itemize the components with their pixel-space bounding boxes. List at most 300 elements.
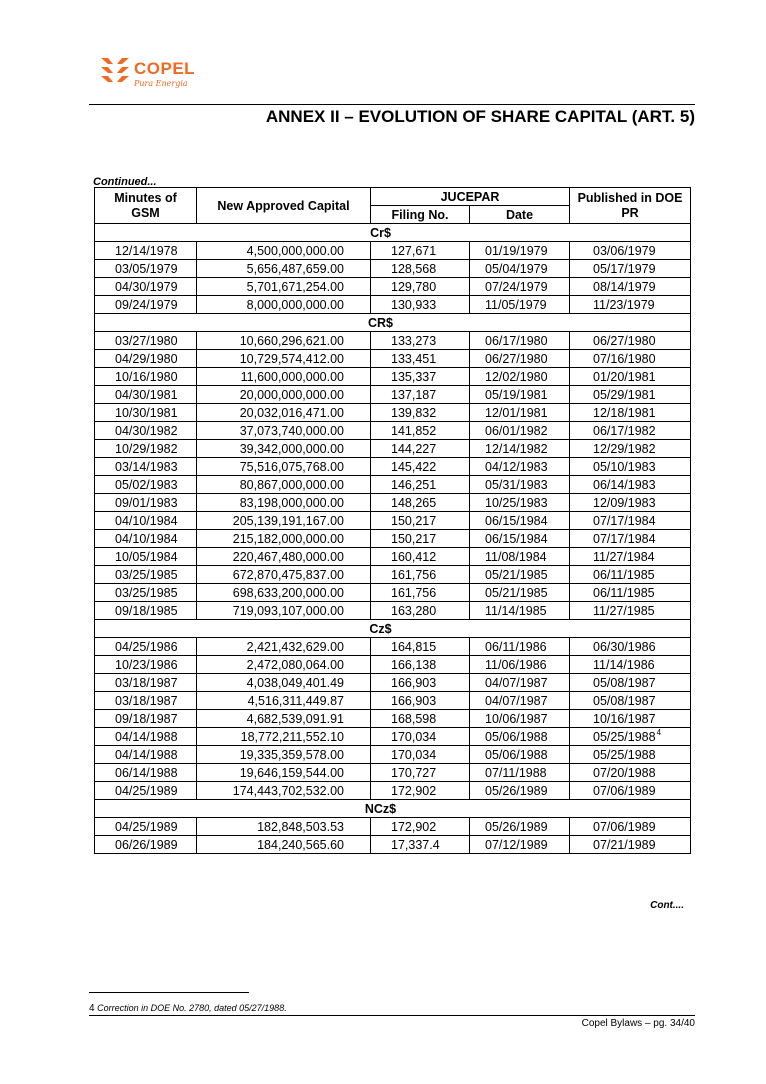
published-cell-text: 06/14/1983 <box>593 477 656 492</box>
filing-cell-text: 161,756 <box>391 585 437 600</box>
published-cell <box>570 710 691 728</box>
date-cell-text: 06/17/1980 <box>485 333 548 348</box>
minutes-cell-text: 04/30/1981 <box>115 387 178 402</box>
published-cell <box>570 494 691 512</box>
published-cell <box>570 458 691 476</box>
date-cell-text: 11/08/1984 <box>485 549 547 564</box>
date-cell-text: 05/21/1985 <box>485 567 548 582</box>
capital-cell-text: 20,032,016,471.00 <box>239 405 344 420</box>
minutes-cell <box>95 818 197 836</box>
capital-cell-text: 37,073,740,000.00 <box>239 423 344 438</box>
published-cell <box>570 278 691 296</box>
copel-logo <box>100 55 210 95</box>
currency-row <box>95 800 691 818</box>
published-cell-text: 07/06/1989 <box>593 819 656 834</box>
capital-cell <box>197 278 371 296</box>
minutes-cell <box>95 296 197 314</box>
date-cell-text: 07/12/1989 <box>485 837 548 852</box>
date-cell-text: 04/12/1983 <box>485 459 548 474</box>
header-filing: Filing No. <box>371 206 470 224</box>
filing-cell <box>371 458 470 476</box>
minutes-cell <box>95 278 197 296</box>
date-cell-text: 10/06/1987 <box>485 711 548 726</box>
published-cell <box>570 512 691 530</box>
filing-cell-text: 137,187 <box>391 387 437 402</box>
header-published: Published in DOE PR <box>570 188 691 224</box>
filing-cell <box>371 602 470 620</box>
table-row <box>95 746 691 764</box>
date-cell <box>470 350 570 368</box>
published-cell <box>570 404 691 422</box>
date-cell-text: 05/31/1983 <box>485 477 548 492</box>
minutes-cell <box>95 584 197 602</box>
filing-cell-text: 166,903 <box>391 693 437 708</box>
filing-cell-text: 166,903 <box>391 675 437 690</box>
currency-label: Cz$ <box>369 621 392 636</box>
continued-label: Continued... <box>93 176 157 188</box>
table-row <box>95 836 691 854</box>
date-cell-text: 12/14/1982 <box>485 441 548 456</box>
date-cell <box>470 458 570 476</box>
capital-cell-text: 719,093,107,000.00 <box>232 603 344 618</box>
table-row <box>95 728 691 746</box>
capital-cell-text: 698,633,200,000.00 <box>232 585 344 600</box>
published-cell-text: 11/23/1979 <box>593 297 655 312</box>
capital-cell <box>197 692 371 710</box>
minutes-cell <box>95 566 197 584</box>
capital-cell <box>197 494 371 512</box>
table-row <box>95 710 691 728</box>
filing-cell-text: 163,280 <box>391 603 437 618</box>
currency-cell <box>95 224 691 242</box>
table-row <box>95 692 691 710</box>
filing-cell <box>371 530 470 548</box>
page-title: ANNEX II – EVOLUTION OF SHARE CAPITAL (ART. 5) <box>265 107 695 126</box>
date-cell <box>470 530 570 548</box>
published-cell <box>570 548 691 566</box>
filing-cell <box>371 512 470 530</box>
capital-cell <box>197 602 371 620</box>
table-row <box>95 602 691 620</box>
minutes-cell-text: 10/05/1984 <box>115 549 178 564</box>
published-cell-text: 12/18/1981 <box>593 405 656 420</box>
date-cell-text: 12/01/1981 <box>485 405 548 420</box>
date-cell <box>470 296 570 314</box>
published-cell-text: 05/10/1983 <box>593 459 656 474</box>
minutes-cell <box>95 746 197 764</box>
date-cell <box>470 710 570 728</box>
minutes-cell <box>95 728 197 746</box>
share-capital-table <box>94 187 691 854</box>
published-cell-text: 11/27/1984 <box>593 549 655 564</box>
date-cell <box>470 332 570 350</box>
published-cell <box>570 386 691 404</box>
filing-cell <box>371 656 470 674</box>
currency-label: CR$ <box>367 315 393 330</box>
published-cell-text: 07/17/1984 <box>593 531 656 546</box>
header-date: Date <box>470 206 570 224</box>
filing-cell <box>371 782 470 800</box>
published-cell <box>570 674 691 692</box>
filing-cell-text: 172,902 <box>391 783 437 798</box>
capital-cell-text: 5,656,487,659.00 <box>246 261 344 276</box>
filing-cell-text: 145,422 <box>391 459 437 474</box>
published-cell-text: 07/20/1988 <box>593 765 656 780</box>
minutes-cell <box>95 350 197 368</box>
minutes-cell-text: 04/30/1982 <box>115 423 178 438</box>
table-row <box>95 368 691 386</box>
date-cell <box>470 764 570 782</box>
minutes-cell-text: 04/10/1984 <box>115 531 178 546</box>
date-cell-text: 05/26/1989 <box>485 783 548 798</box>
footnote-text: Correction in DOE No. 2780, dated 05/27/1988. <box>97 1003 287 1013</box>
published-cell <box>570 440 691 458</box>
published-cell <box>570 368 691 386</box>
published-cell-text: 05/29/1981 <box>593 387 656 402</box>
minutes-cell-text: 10/16/1980 <box>115 369 178 384</box>
date-cell <box>470 836 570 854</box>
minutes-cell-text: 03/27/1980 <box>115 333 178 348</box>
published-cell-text: 10/16/1987 <box>593 711 656 726</box>
date-cell <box>470 818 570 836</box>
filing-cell-text: 161,756 <box>391 567 437 582</box>
capital-cell-text: 174,443,702,532.00 <box>232 783 344 798</box>
published-cell <box>570 818 691 836</box>
date-cell-text: 11/14/1985 <box>485 603 547 618</box>
minutes-cell-text: 03/14/1983 <box>115 459 178 474</box>
minutes-cell-text: 06/14/1988 <box>115 765 178 780</box>
minutes-cell-text: 10/23/1986 <box>115 657 178 672</box>
published-cell <box>570 656 691 674</box>
date-cell <box>470 278 570 296</box>
date-cell-text: 05/21/1985 <box>485 585 548 600</box>
minutes-cell <box>95 692 197 710</box>
filing-cell-text: 150,217 <box>391 531 437 546</box>
published-cell <box>570 638 691 656</box>
capital-cell <box>197 710 371 728</box>
capital-cell <box>197 296 371 314</box>
capital-cell-text: 2,472,080,064.00 <box>246 657 344 672</box>
date-cell <box>470 242 570 260</box>
date-cell-text: 06/15/1984 <box>485 531 548 546</box>
capital-cell <box>197 458 371 476</box>
minutes-cell <box>95 404 197 422</box>
header-rule <box>89 104 695 105</box>
minutes-cell-text: 09/18/1985 <box>115 603 178 618</box>
published-cell-text: 03/06/1979 <box>593 243 656 258</box>
date-cell <box>470 422 570 440</box>
footnote-rule <box>89 992 249 993</box>
published-cell-text: 07/16/1980 <box>593 351 656 366</box>
capital-cell <box>197 386 371 404</box>
date-cell <box>470 746 570 764</box>
filing-cell-text: 128,568 <box>391 261 437 276</box>
date-cell <box>470 368 570 386</box>
filing-cell <box>371 638 470 656</box>
minutes-cell-text: 04/25/1989 <box>115 783 178 798</box>
table-row <box>95 296 691 314</box>
filing-cell <box>371 260 470 278</box>
published-cell <box>570 764 691 782</box>
capital-cell <box>197 476 371 494</box>
minutes-cell-text: 03/25/1985 <box>115 585 178 600</box>
capital-cell-text: 19,646,159,544.00 <box>239 765 344 780</box>
minutes-cell <box>95 332 197 350</box>
capital-cell <box>197 728 371 746</box>
date-cell <box>470 602 570 620</box>
table-row <box>95 278 691 296</box>
capital-cell-text: 184,240,565.60 <box>257 837 344 852</box>
filing-cell-text: 168,598 <box>391 711 437 726</box>
date-cell <box>470 782 570 800</box>
capital-cell-text: 5,701,671,254.00 <box>246 279 344 294</box>
published-cell <box>570 782 691 800</box>
filing-cell-text: 146,251 <box>391 477 437 492</box>
table-row <box>95 548 691 566</box>
filing-cell-text: 150,217 <box>391 513 437 528</box>
published-cell-text: 12/09/1983 <box>593 495 656 510</box>
header-jucepar: JUCEPAR <box>371 188 570 206</box>
minutes-cell <box>95 602 197 620</box>
table-row <box>95 260 691 278</box>
filing-cell <box>371 386 470 404</box>
capital-cell <box>197 764 371 782</box>
table-row <box>95 242 691 260</box>
capital-cell <box>197 656 371 674</box>
capital-cell <box>197 674 371 692</box>
filing-cell <box>371 746 470 764</box>
published-cell <box>570 728 691 746</box>
filing-cell <box>371 476 470 494</box>
minutes-cell-text: 06/26/1989 <box>115 837 178 852</box>
minutes-cell <box>95 548 197 566</box>
capital-cell <box>197 332 371 350</box>
date-cell-text: 12/02/1980 <box>485 369 548 384</box>
capital-cell-text: 10,729,574,412.00 <box>239 351 344 366</box>
capital-cell-text: 4,682,539,091.91 <box>246 711 344 726</box>
table-row <box>95 332 691 350</box>
minutes-cell <box>95 782 197 800</box>
capital-cell-text: 39,342,000,000.00 <box>239 441 344 456</box>
table-row <box>95 494 691 512</box>
date-cell-text: 06/11/1986 <box>485 639 547 654</box>
published-cell <box>570 332 691 350</box>
minutes-cell-text: 10/30/1981 <box>115 405 178 420</box>
date-cell-text: 01/19/1979 <box>485 243 548 258</box>
date-cell-text: 04/07/1987 <box>485 693 548 708</box>
published-cell <box>570 530 691 548</box>
capital-cell <box>197 260 371 278</box>
filing-cell-text: 144,227 <box>391 441 437 456</box>
table-row <box>95 584 691 602</box>
filing-cell <box>371 332 470 350</box>
filing-cell <box>371 710 470 728</box>
date-cell-text: 05/04/1979 <box>485 261 548 276</box>
table-row <box>95 566 691 584</box>
published-cell <box>570 566 691 584</box>
capital-cell-text: 75,516,075,768.00 <box>239 459 344 474</box>
capital-cell-text: 182,848,503.53 <box>257 819 344 834</box>
filing-cell <box>371 494 470 512</box>
filing-cell <box>371 548 470 566</box>
table-row <box>95 404 691 422</box>
date-cell-text: 11/06/1986 <box>485 657 547 672</box>
capital-cell-text: 220,467,480,000.00 <box>232 549 344 564</box>
copel-logo-icon <box>100 55 130 85</box>
capital-cell-text: 20,000,000,000.00 <box>239 387 344 402</box>
published-cell-text: 07/06/1989 <box>593 783 656 798</box>
filing-cell <box>371 242 470 260</box>
filing-cell-text: 133,451 <box>391 351 437 366</box>
minutes-cell <box>95 458 197 476</box>
capital-cell-text: 80,867,000,000.00 <box>239 477 344 492</box>
filing-cell-text: 139,832 <box>391 405 437 420</box>
date-cell-text: 06/01/1982 <box>485 423 548 438</box>
capital-cell <box>197 566 371 584</box>
filing-cell-text: 170,727 <box>391 765 437 780</box>
table-row <box>95 764 691 782</box>
minutes-cell-text: 03/05/1979 <box>115 261 178 276</box>
published-cell <box>570 836 691 854</box>
currency-cell <box>95 314 691 332</box>
minutes-cell-text: 04/25/1986 <box>115 639 178 654</box>
capital-cell-text: 11,600,000,000.00 <box>240 369 344 384</box>
published-cell-text: 06/27/1980 <box>593 333 656 348</box>
date-cell <box>470 260 570 278</box>
filing-cell-text: 170,034 <box>391 729 437 744</box>
table-row <box>95 656 691 674</box>
filing-cell <box>371 404 470 422</box>
published-cell-text: 06/30/1986 <box>593 639 656 654</box>
header-capital: New Approved Capital <box>197 188 371 224</box>
minutes-cell <box>95 836 197 854</box>
published-cell <box>570 350 691 368</box>
published-cell-text: 06/11/1985 <box>593 567 655 582</box>
currency-row <box>95 314 691 332</box>
filing-cell <box>371 278 470 296</box>
date-cell-text: 05/06/1988 <box>485 729 548 744</box>
minutes-cell-text: 09/24/1979 <box>115 297 178 312</box>
capital-cell-text: 672,870,475,837.00 <box>232 567 344 582</box>
filing-cell-text: 166,138 <box>391 657 437 672</box>
currency-label: Cr$ <box>370 225 391 240</box>
date-cell-text: 11/05/1979 <box>485 297 547 312</box>
footnote-ref: 4 <box>656 728 662 738</box>
date-cell-text: 05/19/1981 <box>485 387 548 402</box>
minutes-cell-text: 09/01/1983 <box>115 495 178 510</box>
capital-cell-text: 2,421,432,629.00 <box>246 639 344 654</box>
date-cell <box>470 692 570 710</box>
page-info: Copel Bylaws – pg. 34/40 <box>581 1018 695 1029</box>
capital-cell-text: 215,182,000,000.00 <box>232 531 344 546</box>
capital-cell-text: 18,772,211,552.10 <box>240 729 344 744</box>
date-cell-text: 05/26/1989 <box>485 819 548 834</box>
date-cell <box>470 386 570 404</box>
filing-cell-text: 133,273 <box>391 333 437 348</box>
capital-cell <box>197 782 371 800</box>
minutes-cell <box>95 710 197 728</box>
capital-cell-text: 4,500,000,000.00 <box>246 243 344 258</box>
date-cell <box>470 476 570 494</box>
table-row <box>95 350 691 368</box>
table-row <box>95 818 691 836</box>
published-cell-text: 07/17/1984 <box>593 513 656 528</box>
capital-cell <box>197 422 371 440</box>
capital-cell <box>197 350 371 368</box>
date-cell <box>470 566 570 584</box>
capital-cell <box>197 818 371 836</box>
published-cell <box>570 422 691 440</box>
capital-cell <box>197 512 371 530</box>
published-cell-text: 11/27/1985 <box>593 603 655 618</box>
currency-row <box>95 620 691 638</box>
table-row <box>95 782 691 800</box>
minutes-cell <box>95 638 197 656</box>
filing-cell-text: 164,815 <box>391 639 437 654</box>
capital-cell <box>197 404 371 422</box>
minutes-cell-text: 04/25/1989 <box>115 819 178 834</box>
filing-cell <box>371 296 470 314</box>
date-cell <box>470 728 570 746</box>
minutes-cell-text: 04/10/1984 <box>115 513 178 528</box>
minutes-cell-text: 04/29/1980 <box>115 351 178 366</box>
footnote-number: 4 <box>89 1003 95 1014</box>
footnote <box>89 1003 287 1014</box>
date-cell <box>470 440 570 458</box>
table-row <box>95 512 691 530</box>
filing-cell <box>371 350 470 368</box>
minutes-cell-text: 03/18/1987 <box>115 675 178 690</box>
capital-cell <box>197 836 371 854</box>
cont-label: Cont.... <box>650 900 684 911</box>
capital-cell <box>197 440 371 458</box>
published-cell-text: 08/14/1979 <box>593 279 656 294</box>
date-cell-text: 07/24/1979 <box>485 279 548 294</box>
filing-cell-text: 170,034 <box>391 747 437 762</box>
published-cell-text: 12/29/1982 <box>593 441 656 456</box>
table-row <box>95 674 691 692</box>
filing-cell-text: 130,933 <box>391 297 437 312</box>
date-cell-text: 06/27/1980 <box>485 351 548 366</box>
date-cell-text: 05/06/1988 <box>485 747 548 762</box>
table-row <box>95 440 691 458</box>
filing-cell <box>371 440 470 458</box>
minutes-cell <box>95 422 197 440</box>
capital-cell-text: 19,335,359,578.00 <box>239 747 344 762</box>
filing-cell <box>371 674 470 692</box>
capital-cell-text: 83,198,000,000.00 <box>239 495 344 510</box>
published-cell-text: 07/21/1989 <box>593 837 656 852</box>
capital-cell <box>197 548 371 566</box>
published-cell <box>570 584 691 602</box>
published-cell-text: 06/11/1985 <box>593 585 655 600</box>
minutes-cell-text: 04/14/1988 <box>115 747 178 762</box>
table-row <box>95 422 691 440</box>
published-cell <box>570 692 691 710</box>
minutes-cell-text: 09/18/1987 <box>115 711 178 726</box>
published-cell-text: 05/25/1988 <box>593 729 656 744</box>
table-row <box>95 530 691 548</box>
date-cell <box>470 656 570 674</box>
date-cell-text: 06/15/1984 <box>485 513 548 528</box>
capital-cell <box>197 530 371 548</box>
date-cell <box>470 404 570 422</box>
published-cell <box>570 476 691 494</box>
capital-cell-text: 4,038,049,401.49 <box>246 675 344 690</box>
date-cell <box>470 548 570 566</box>
filing-cell <box>371 566 470 584</box>
capital-cell <box>197 584 371 602</box>
